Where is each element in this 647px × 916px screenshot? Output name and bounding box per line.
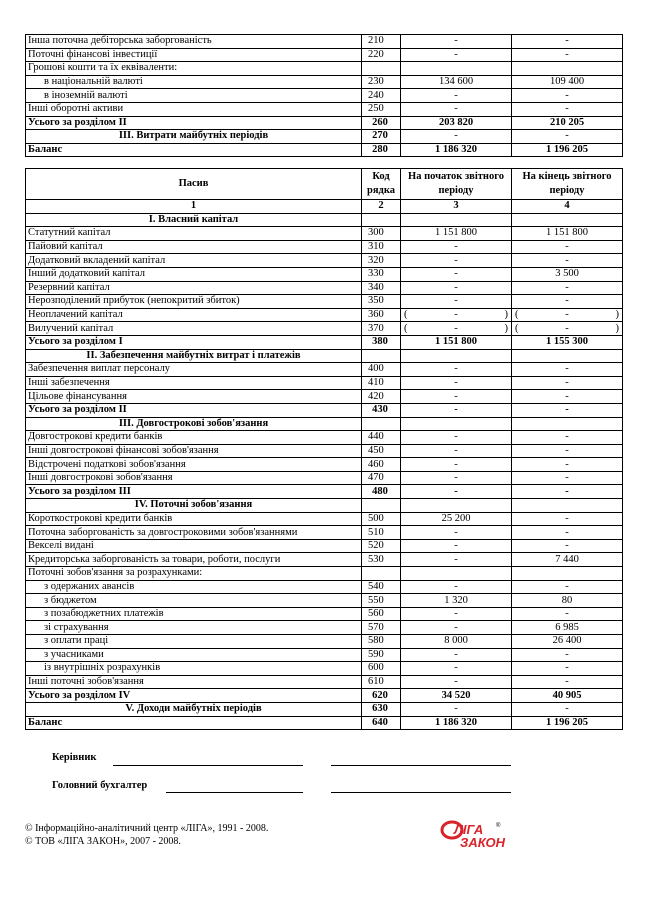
table-row	[26, 458, 623, 472]
row-code: 380	[362, 335, 401, 349]
row-code: 510	[362, 526, 401, 540]
row-code	[362, 349, 401, 363]
value-period-start	[401, 567, 512, 581]
row-code: 270	[362, 130, 401, 144]
table-row	[26, 267, 623, 281]
value-period-end	[512, 499, 623, 513]
accountant-signature-line	[166, 792, 303, 793]
value-period-end: -	[512, 254, 623, 268]
value-period-end: -	[512, 102, 623, 116]
table-row	[26, 675, 623, 689]
table-row	[26, 363, 623, 377]
open-paren: (	[515, 309, 519, 321]
row-code: 400	[362, 363, 401, 377]
table-row	[26, 648, 623, 662]
table-row	[26, 417, 623, 431]
value-period-start: -	[401, 621, 512, 635]
table-row	[26, 213, 623, 227]
row-code: 370	[362, 322, 401, 336]
row-code: 580	[362, 635, 401, 649]
value-period-start: -	[401, 458, 512, 472]
row-label: з позабюджетних платежів	[26, 607, 362, 621]
row-label: Довгострокові кредити банків	[26, 431, 362, 445]
table-row	[26, 526, 623, 540]
value-period-end: 40 905	[512, 689, 623, 703]
row-label: Короткострокові кредити банків	[26, 512, 362, 526]
row-code	[362, 213, 401, 227]
value-period-end: -	[565, 322, 569, 334]
value-period-end: -	[512, 526, 623, 540]
value-period-start: -	[401, 580, 512, 594]
column-number-row	[26, 200, 623, 214]
value-period-end: 3 500	[512, 267, 623, 281]
row-code: 280	[362, 143, 401, 157]
table-row	[26, 376, 623, 390]
row-label: Усього за розділом IV	[26, 689, 362, 703]
row-code: 310	[362, 240, 401, 254]
row-label: Інші довгострокові зобов'язання	[26, 471, 362, 485]
value-period-end: 1 155 300	[512, 335, 623, 349]
table-row	[26, 499, 623, 513]
value-period-end: 1 151 800	[512, 227, 623, 241]
value-period-start: 134 600	[401, 75, 512, 89]
row-label: з учасниками	[26, 648, 362, 662]
row-label: Кредиторська заборгованість за товари, роботи, послуги	[26, 553, 362, 567]
value-period-end: -	[512, 702, 623, 716]
value-period-start: -	[401, 376, 512, 390]
row-label: Інші довгострокові фінансові зобов'язання	[26, 444, 362, 458]
row-label: Відстрочені податкові зобов'язання	[26, 458, 362, 472]
value-period-start: -	[401, 648, 512, 662]
row-label: Інша поточна дебіторська заборгованість	[26, 35, 362, 49]
value-period-end: -	[512, 295, 623, 309]
table-row	[26, 390, 623, 404]
value-period-end: 210 205	[512, 116, 623, 130]
value-period-start: -	[401, 539, 512, 553]
accountant-name-line	[331, 792, 511, 793]
value-period-start: 8 000	[401, 635, 512, 649]
value-period-end	[512, 349, 623, 363]
value-period-end: 7 440	[512, 553, 623, 567]
value-period-start: 1 186 320	[401, 716, 512, 730]
value-period-start: 1 186 320	[401, 143, 512, 157]
value-period-start: -	[401, 553, 512, 567]
value-period-start: -	[401, 281, 512, 295]
table-row	[26, 308, 623, 322]
value-period-end: -	[512, 485, 623, 499]
value-period-start: -	[401, 267, 512, 281]
row-label: Вилучений капітал	[26, 322, 362, 336]
value-period-end: -	[512, 458, 623, 472]
value-period-start	[401, 62, 512, 76]
copyright-liga: © Інформаційно-аналітичний центр «ЛІГА», 1991 - 2008.	[25, 823, 269, 834]
value-period-end: -	[512, 363, 623, 377]
open-paren: (	[404, 309, 408, 321]
table-row	[26, 335, 623, 349]
header-liabilities: Пасив	[26, 169, 362, 200]
row-code: 560	[362, 607, 401, 621]
value-period-start: -	[401, 431, 512, 445]
value-period-start: 203 820	[401, 116, 512, 130]
liabilities-header-row	[26, 169, 623, 200]
table-row	[26, 431, 623, 445]
row-code: 540	[362, 580, 401, 594]
row-label: Грошові кошти та їх еквіваленти:	[26, 62, 362, 76]
row-code: 530	[362, 553, 401, 567]
value-period-start	[401, 417, 512, 431]
value-period-end: -	[512, 662, 623, 676]
header-period-end: На кінець звітного періоду	[512, 169, 623, 200]
row-label: з бюджетом	[26, 594, 362, 608]
table-row	[26, 607, 623, 621]
row-code: 590	[362, 648, 401, 662]
table-row	[26, 553, 623, 567]
row-code: 480	[362, 485, 401, 499]
value-period-end: -	[512, 390, 623, 404]
column-number-1: 1	[26, 200, 362, 214]
row-label: Векселі видані	[26, 539, 362, 553]
logo-word-liga: ЛІГА	[454, 822, 484, 837]
row-label: Інші поточні зобов'язання	[26, 675, 362, 689]
value-period-start-parenthesized	[401, 322, 512, 336]
table-row	[26, 567, 623, 581]
table-row	[26, 62, 623, 76]
value-period-end: -	[512, 431, 623, 445]
value-period-start: 25 200	[401, 512, 512, 526]
value-period-start	[401, 213, 512, 227]
row-label: Додатковий вкладений капітал	[26, 254, 362, 268]
value-period-start: 1 320	[401, 594, 512, 608]
value-period-start: -	[401, 471, 512, 485]
logo-word-zakon: ЗАКОН	[460, 835, 506, 850]
row-label: Цільове фінансування	[26, 390, 362, 404]
row-label: Поточна заборгованість за довгостроковими зобов'язаннями	[26, 526, 362, 540]
value-period-end: -	[512, 471, 623, 485]
table-row	[26, 295, 623, 309]
liga-zakon-logo	[440, 818, 510, 852]
table-row	[26, 75, 623, 89]
value-period-end: -	[512, 240, 623, 254]
table-row	[26, 485, 623, 499]
table-row	[26, 512, 623, 526]
value-period-start: -	[401, 35, 512, 49]
table-row	[26, 580, 623, 594]
row-code: 630	[362, 702, 401, 716]
value-period-start: -	[401, 89, 512, 103]
assets-table-continuation	[25, 34, 623, 157]
row-label: III. Довгострокові зобов'язання	[26, 417, 362, 431]
director-name-line	[331, 765, 511, 766]
value-period-end: -	[512, 48, 623, 62]
table-row	[26, 689, 623, 703]
director-signature-line	[113, 765, 303, 766]
value-period-end	[512, 62, 623, 76]
row-label: Баланс	[26, 716, 362, 730]
row-label: Резервний капітал	[26, 281, 362, 295]
table-row	[26, 621, 623, 635]
column-number-2: 2	[362, 200, 401, 214]
row-label: Інший додатковий капітал	[26, 267, 362, 281]
value-period-start	[401, 349, 512, 363]
value-period-start: -	[401, 444, 512, 458]
value-period-end: -	[512, 403, 623, 417]
row-code: 300	[362, 227, 401, 241]
row-code: 240	[362, 89, 401, 103]
row-code: 500	[362, 512, 401, 526]
value-period-end: 80	[512, 594, 623, 608]
value-period-end-parenthesized	[512, 322, 623, 336]
table-row	[26, 716, 623, 730]
table-row	[26, 143, 623, 157]
value-period-start: -	[401, 240, 512, 254]
row-code: 330	[362, 267, 401, 281]
value-period-start: 1 151 800	[401, 335, 512, 349]
value-period-end: -	[512, 648, 623, 662]
row-label: Усього за розділом II	[26, 116, 362, 130]
row-label: Поточні фінансові інвестиції	[26, 48, 362, 62]
row-code: 220	[362, 48, 401, 62]
row-code: 620	[362, 689, 401, 703]
value-period-start: -	[401, 485, 512, 499]
row-code: 430	[362, 403, 401, 417]
row-code: 340	[362, 281, 401, 295]
row-code	[362, 62, 401, 76]
value-period-start: -	[401, 130, 512, 144]
row-code: 410	[362, 376, 401, 390]
value-period-end: -	[512, 580, 623, 594]
row-code: 350	[362, 295, 401, 309]
value-period-start: -	[401, 702, 512, 716]
header-period-start: На початок звітного періоду	[401, 169, 512, 200]
value-period-end: -	[512, 130, 623, 144]
value-period-start: -	[454, 309, 458, 321]
open-paren: (	[515, 322, 519, 334]
table-row	[26, 662, 623, 676]
table-row	[26, 635, 623, 649]
row-label: Інші оборотні активи	[26, 102, 362, 116]
header-row-code: Код рядка	[362, 169, 401, 200]
value-period-end: -	[512, 607, 623, 621]
row-code: 640	[362, 716, 401, 730]
table-row	[26, 594, 623, 608]
value-period-end: -	[512, 444, 623, 458]
row-label: Усього за розділом II	[26, 403, 362, 417]
value-period-start: 34 520	[401, 689, 512, 703]
value-period-end: -	[512, 539, 623, 553]
value-period-start: -	[454, 322, 458, 334]
row-code: 450	[362, 444, 401, 458]
value-period-start: -	[401, 662, 512, 676]
liabilities-table	[25, 168, 623, 730]
row-code: 600	[362, 662, 401, 676]
row-code: 550	[362, 594, 401, 608]
row-label: Поточні зобов'язання за розрахунками:	[26, 567, 362, 581]
value-period-start: -	[401, 295, 512, 309]
row-code: 260	[362, 116, 401, 130]
close-paren: )	[615, 322, 619, 334]
value-period-end: 1 196 205	[512, 143, 623, 157]
table-row	[26, 471, 623, 485]
liga-zakon-logo-icon	[440, 818, 510, 852]
row-label: V. Доходи майбутніх періодів	[26, 702, 362, 716]
value-period-end: -	[512, 675, 623, 689]
row-code: 520	[362, 539, 401, 553]
row-label: Баланс	[26, 143, 362, 157]
value-period-end: -	[512, 89, 623, 103]
close-paren: )	[504, 322, 508, 334]
row-code: 420	[362, 390, 401, 404]
value-period-end	[512, 567, 623, 581]
value-period-end: -	[512, 35, 623, 49]
value-period-start: -	[401, 48, 512, 62]
value-period-end: 26 400	[512, 635, 623, 649]
value-period-start: -	[401, 390, 512, 404]
value-period-end: -	[512, 512, 623, 526]
row-label: з одержаних авансів	[26, 580, 362, 594]
logo-registered-mark: ®	[496, 823, 501, 829]
row-label: Забезпечення виплат персоналу	[26, 363, 362, 377]
table-row	[26, 444, 623, 458]
value-period-start-parenthesized	[401, 308, 512, 322]
table-row	[26, 349, 623, 363]
table-row	[26, 130, 623, 144]
table-row	[26, 281, 623, 295]
value-period-end	[512, 213, 623, 227]
row-code: 230	[362, 75, 401, 89]
value-period-end	[512, 417, 623, 431]
table-row	[26, 227, 623, 241]
value-period-end: -	[565, 309, 569, 321]
column-number-4: 4	[512, 200, 623, 214]
row-code: 250	[362, 102, 401, 116]
row-label: із внутрішніх розрахунків	[26, 662, 362, 676]
value-period-end: -	[512, 281, 623, 295]
table-row	[26, 702, 623, 716]
row-code	[362, 567, 401, 581]
row-label: Нерозподілений прибуток (непокритий збиток)	[26, 295, 362, 309]
column-number-3: 3	[401, 200, 512, 214]
row-code	[362, 417, 401, 431]
value-period-end: -	[512, 376, 623, 390]
director-label: Керівник	[52, 752, 97, 763]
row-label: Усього за розділом I	[26, 335, 362, 349]
close-paren: )	[504, 309, 508, 321]
copyright-liga-zakon: © ТОВ «ЛІГА ЗАКОН», 2007 - 2008.	[25, 836, 181, 847]
chief-accountant-label: Головний бухгалтер	[52, 780, 148, 791]
row-label: IV. Поточні зобов'язання	[26, 499, 362, 513]
table-row	[26, 35, 623, 49]
table-row	[26, 240, 623, 254]
value-period-start: -	[401, 403, 512, 417]
table-row	[26, 102, 623, 116]
value-period-start: -	[401, 254, 512, 268]
value-period-end-parenthesized	[512, 308, 623, 322]
row-label: Інші забезпечення	[26, 376, 362, 390]
row-code: 210	[362, 35, 401, 49]
table-row	[26, 89, 623, 103]
row-code: 610	[362, 675, 401, 689]
row-label: зі страхування	[26, 621, 362, 635]
value-period-end: 109 400	[512, 75, 623, 89]
row-code: 470	[362, 471, 401, 485]
row-code: 440	[362, 431, 401, 445]
row-label: в національній валюті	[26, 75, 362, 89]
value-period-start: -	[401, 526, 512, 540]
row-label: Неоплачений капітал	[26, 308, 362, 322]
table-row	[26, 116, 623, 130]
row-code: 320	[362, 254, 401, 268]
value-period-start: -	[401, 675, 512, 689]
table-row	[26, 48, 623, 62]
row-label: I. Власний капітал	[26, 213, 362, 227]
value-period-start: -	[401, 102, 512, 116]
table-row	[26, 539, 623, 553]
row-label: Усього за розділом III	[26, 485, 362, 499]
value-period-start: -	[401, 363, 512, 377]
row-code: 360	[362, 308, 401, 322]
row-label: Пайовий капітал	[26, 240, 362, 254]
value-period-start	[401, 499, 512, 513]
close-paren: )	[615, 309, 619, 321]
row-code: 460	[362, 458, 401, 472]
table-row	[26, 403, 623, 417]
row-label: III. Витрати майбутніх періодів	[26, 130, 362, 144]
table-row	[26, 254, 623, 268]
row-label: II. Забезпечення майбутніх витрат і платежів	[26, 349, 362, 363]
open-paren: (	[404, 322, 408, 334]
value-period-end: 1 196 205	[512, 716, 623, 730]
row-label: Статутний капітал	[26, 227, 362, 241]
row-code: 570	[362, 621, 401, 635]
row-label: з оплати праці	[26, 635, 362, 649]
row-code	[362, 499, 401, 513]
value-period-start: 1 151 800	[401, 227, 512, 241]
table-row	[26, 322, 623, 336]
row-label: в іноземній валюті	[26, 89, 362, 103]
value-period-end: 6 985	[512, 621, 623, 635]
value-period-start: -	[401, 607, 512, 621]
